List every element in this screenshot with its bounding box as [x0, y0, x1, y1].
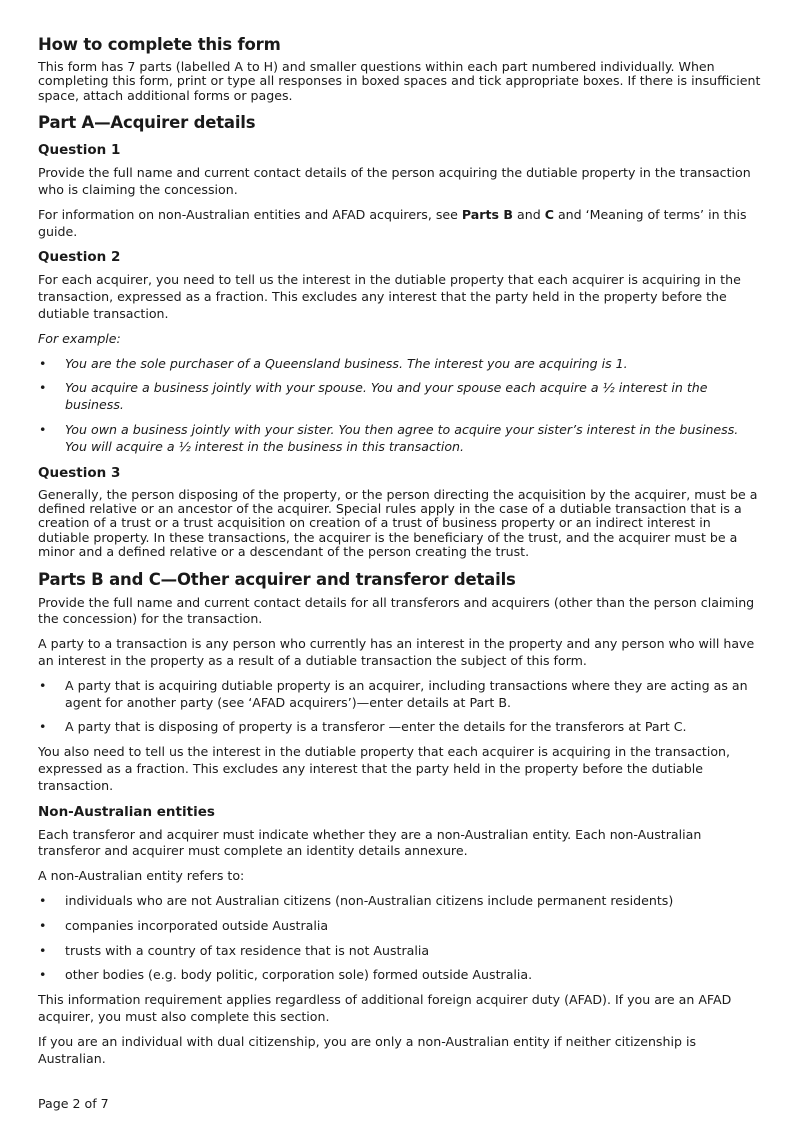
- q1-p2-post: and ‘Meaning of terms’ in this guide.: [38, 206, 747, 239]
- non-australian-p2: A non-Australian entity refers to:: [38, 868, 245, 884]
- non-australian-p1: Each transferor and acquirer must indicate whether they are a non-Australian entity. Each non-Australian transferor and acquirer must complete an identity details annexure.: [38, 826, 702, 859]
- party-list: [38, 678, 762, 736]
- example-list: [38, 356, 762, 456]
- example-item: • You acquire a business jointly with your spouse. You and your spouse each acquire a ½ interest in the business.: [38, 380, 762, 414]
- q1-p2-bold-parts-b: Parts B: [461, 206, 513, 222]
- q1-p2-bold-c: C: [544, 206, 554, 222]
- question-1-p1: Provide the full name and current contact details of the person acquiring the dutiable property in the transaction who is claiming the concession.: [38, 165, 751, 198]
- list-item: • other bodies (e.g. body politic, corporation sole) formed outside Australia.: [38, 967, 762, 984]
- list-item: • A party that is acquiring dutiable property is an acquirer, including transactions where they are acting as an agent for another party (see ‘AFAD acquirers’)—enter details at Part B.: [38, 678, 762, 712]
- q1-p2-mid: and: [513, 206, 545, 222]
- list-item: • companies incorporated outside Australia: [38, 918, 762, 935]
- example-item: • You are the sole purchaser of a Queensland business. The interest you are acquiring is 1.: [38, 356, 762, 373]
- list-item: • individuals who are not Australian citizens (non-Australian citizens include permanent residents): [38, 893, 762, 910]
- non-australian-heading: Non-Australian entities: [38, 803, 215, 820]
- document-page: [38, 34, 762, 1075]
- parts-bc-p1: Provide the full name and current contact details for all transferors and acquirers (other than the person claiming the concession) for the transaction.: [38, 594, 755, 627]
- non-australian-p4: If you are an individual with dual citizenship, you are only a non-Australian entity if neither citizenship is Australian.: [38, 1033, 697, 1066]
- question-1-p2: [38, 207, 762, 241]
- how-to-heading: How to complete this form: [38, 35, 281, 54]
- how-to-body: This form has 7 parts (labelled A to H) and smaller questions within each part numbered individually. When completing this form, print or type all responses in boxed spaces and tick appropriate boxes. If there is insufficient space, attach additional forms or pages.: [38, 59, 761, 103]
- q1-p2-pre: For information on non-Australian entities and AFAD acquirers, see: [38, 206, 462, 222]
- list-item: • trusts with a country of tax residence that is not Australia: [38, 943, 762, 960]
- question-3-p1: Generally, the person disposing of the property, or the person directing the acquisition by the acquirer, must be a defined relative or an ancestor of the acquirer. Special rules apply in the case of a dutiable transaction that is a creation of a trust or a trust acquisition on creation of a trust of business property or an indirect interest in dutiable property. In these transactions, the acquirer is the beneficiary of the trust, and the acquirer must be a minor and a defined relative or a descendant of the person creating the trust.: [38, 486, 758, 560]
- part-a-heading: Part A—Acquirer details: [38, 113, 256, 133]
- parts-bc-p3: You also need to tell us the interest in the dutiable property that each acquirer is acquiring in the transaction, expressed as a fraction. This excludes any interest that the party held in the property before the dutiable transaction.: [38, 744, 731, 793]
- question-3-heading: Question 3: [38, 464, 121, 481]
- page-number: Page 2 of 7: [38, 1096, 109, 1111]
- parts-bc-p2: A party to a transaction is any person who currently has an interest in the property and any person who will have an interest in the property as a result of a dutiable transaction the subject of this form.: [38, 636, 755, 668]
- example-item: • You own a business jointly with your sister. You then agree to acquire your sister’s interest in the business. You will acquire a ½ interest in the business in this transaction.: [38, 422, 762, 456]
- non-australian-list: [38, 893, 762, 984]
- non-australian-p3: This information requirement applies regardless of additional foreign acquirer duty (AFAD). If you are an AFAD acquirer, you must also complete this section.: [38, 992, 732, 1024]
- question-2-p1: For each acquirer, you need to tell us the interest in the dutiable property that each acquirer is acquiring in the transaction, expressed as a fraction. This excludes any interest that the party held in the property before the dutiable transaction.: [38, 272, 741, 321]
- list-item: • A party that is disposing of property is a transferor —enter the details for the transferors at Part C.: [38, 719, 762, 736]
- example-label: For example:: [38, 330, 121, 346]
- question-2-heading: Question 2: [38, 249, 121, 266]
- question-1-heading: Question 1: [38, 142, 121, 159]
- parts-bc-heading: Parts B and C—Other acquirer and transferor details: [38, 569, 516, 589]
